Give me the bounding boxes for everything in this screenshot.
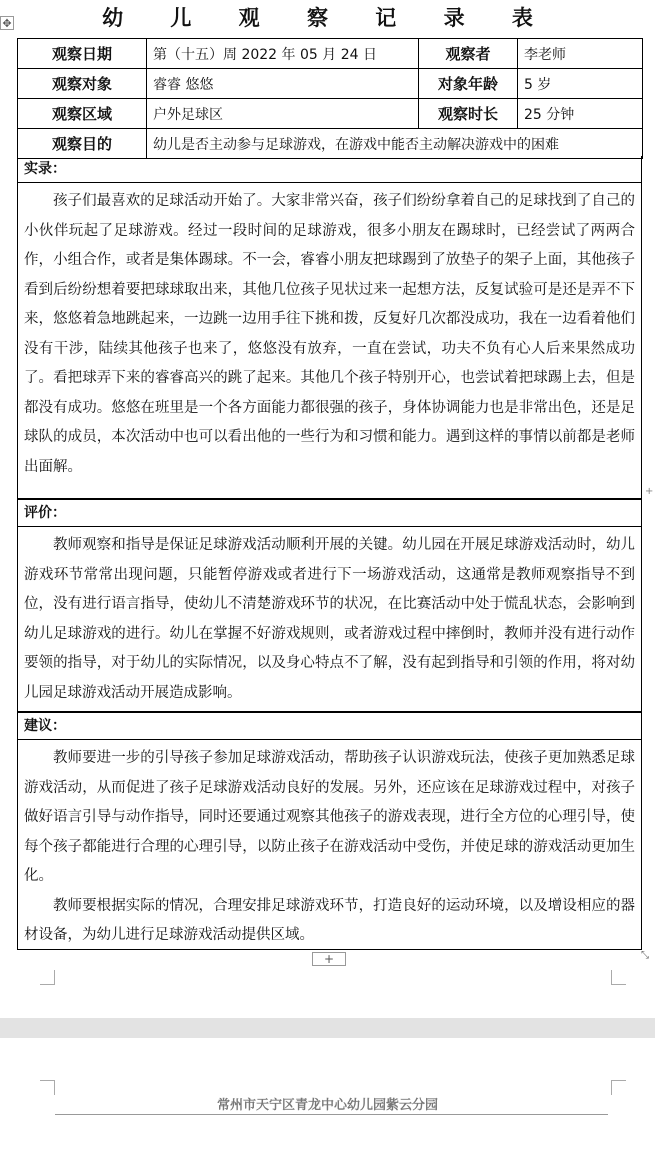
suggestion-paragraph: 教师要根据实际的情况，合理安排足球游戏环节，打造良好的运动环境，以及增设相应的器材设备，为幼儿进行足球游戏活动提供区域。 (24, 897, 635, 943)
suggestion-section (17, 712, 642, 950)
record-paragraph: 孩子们最喜欢的足球活动开始了。大家非常兴奋，孩子们纷纷拿着自己的足球找到了自己的小伙伴玩起了足球游戏。经过一段时间的足球游戏，很多小朋友在踢球时，已经尝试了两两合作，小组合作，或者是集体踢球。不一会，睿睿小朋友把球踢到了放垫子的架子上面，其他孩子看到后纷纷想着要把球球取出来，其他几位孩子见状过来一起想方法，反复试验可是还是弄不下来，悠悠着急地跳起来，一边跳一边用手往下挑和拨，反复好几次都没成功，我在一边看着他们没有干涉，陆续其他孩子也来了，悠悠没有放弃，一直在尝试，功夫不负有心人后来果然成功了。看把球弄下来的睿睿高兴的跳了起来。其他几个孩子特别开心，也尝试着把球踢上去，但是都没有成功。悠悠在班里是一个各方面能力都很强的孩子，身体协调能力也是非常出色，还是足球队的成员，本次活动中也可以看出他的一些行为和习惯和能力。遇到这样的事情以前都是老师出面解。 (24, 193, 635, 475)
record-body[interactable] (18, 183, 641, 482)
label-observer: 观察者 (419, 39, 518, 69)
record-heading: 实录： (18, 156, 641, 183)
footer-divider (55, 1114, 608, 1115)
label-observation-duration: 观察时长 (419, 99, 518, 129)
value-observation-duration[interactable]: 25 分钟 (518, 99, 643, 129)
footer-organization: 常州市天宁区青龙中心幼儿园紫云分园 (216, 1098, 438, 1113)
insert-row-marker-icon[interactable]: + (645, 486, 654, 497)
evaluation-body[interactable] (18, 527, 641, 708)
page-corner-mark (611, 970, 626, 985)
suggestion-body[interactable] (18, 740, 641, 951)
suggestion-paragraph: 教师要进一步的引导孩子参加足球游戏活动，帮助孩子认识游戏玩法，使孩子更加熟悉足球游戏活动，从而促进了孩子足球游戏活动良好的发展。另外，还应该在足球游戏过程中，对孩子做好语言引导与动作指导，同时还要通过观察其他孩子的游戏表现，进行全方位的心理引导，使每个孩子都能进行合理的心理引导，以防止孩子在游戏活动中受伤，并使足球的游戏活动更加生化。 (24, 750, 635, 884)
label-observation-date: 观察日期 (18, 39, 147, 69)
evaluation-paragraph: 教师观察和指导是保证足球游戏活动顺利开展的关键。幼儿园在开展足球游戏活动时，幼儿游戏环节常常出现问题，只能暂停游戏或者进行下一场游戏活动，这通常是教师观察指导不到位，没有进行语言指导，使幼儿不清楚游戏环节的状况，在比赛活动中处于慌乱状态，会影响到幼儿足球游戏的进行。幼儿在掌握不好游戏规则，或者游戏过程中摔倒时，教师并没有进行动作要领的指导，对于幼儿的实际情况，以及身心特点不了解，没有起到指导和引领的作用，将对幼儿园足球游戏活动开展造成影响。 (24, 537, 635, 701)
value-observation-subject[interactable]: 睿睿 悠悠 (147, 69, 419, 99)
label-observation-area: 观察区域 (18, 99, 147, 129)
value-observation-purpose[interactable]: 幼儿是否主动参与足球游戏，在游戏中能否主动解决游戏中的困难 (147, 129, 643, 159)
value-subject-age[interactable]: 5 岁 (518, 69, 643, 99)
table-row (18, 69, 643, 99)
document-title: 幼 儿 观 察 记 录 表 (102, 5, 553, 30)
add-row-button[interactable]: + (312, 952, 346, 966)
observation-info-table (17, 38, 643, 159)
value-observation-area[interactable]: 户外足球区 (147, 99, 419, 129)
label-observation-purpose: 观察目的 (18, 129, 147, 159)
table-resize-icon[interactable]: ⤡ (641, 950, 649, 961)
label-observation-subject: 观察对象 (18, 69, 147, 99)
record-section (17, 156, 642, 499)
table-row (18, 39, 643, 69)
page-corner-mark (40, 1080, 55, 1095)
suggestion-heading: 建议： (18, 712, 641, 740)
value-observer[interactable]: 李老师 (518, 39, 643, 69)
table-move-handle-icon[interactable]: ✥ (0, 16, 14, 30)
page-corner-mark (611, 1080, 626, 1095)
page-corner-mark (40, 970, 55, 985)
page-break-gap (0, 1018, 655, 1038)
evaluation-section (17, 499, 642, 712)
table-row (18, 99, 643, 129)
label-subject-age: 对象年龄 (419, 69, 518, 99)
table-row (18, 129, 643, 159)
value-observation-date[interactable]: 第（十五）周 2022 年 05 月 24 日 (147, 39, 419, 69)
evaluation-heading: 评价： (18, 499, 641, 527)
